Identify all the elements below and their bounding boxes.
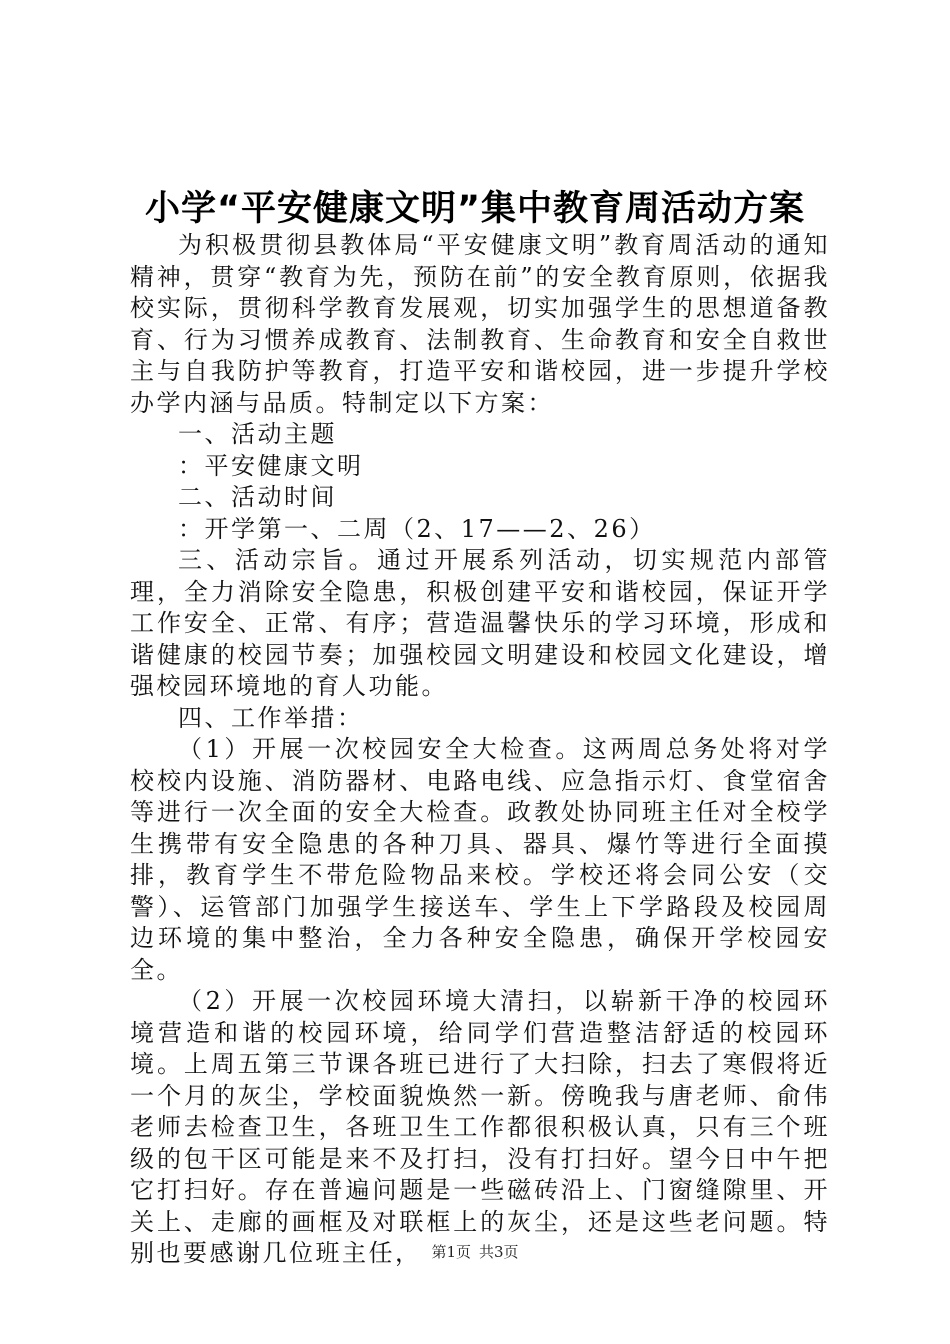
paragraph-activity-time: ：开学第一、二周（2、17——2、26） bbox=[178, 514, 656, 543]
paragraph-measure-1: （1）开展一次校园安全大检查。这两周总务处将对学校校内设施、消防器材、电路电线、应急指示灯、食堂宿舍等进行一次全面的安全大检查。政教处协同班主任对全校学生携带有安全隐患的各种刀具、器具、爆竹等进行全面摸排，教育学生不带危险物品来校。学校还将会同公安（交警）、运管部门加强学生接送车、学生上下学路段及校园周边环境的集中整治，全力各种安全隐患，确保开学校园安全。 bbox=[130, 735, 830, 984]
heading-work-measures: 四、工作举措： bbox=[178, 703, 364, 732]
page-footer bbox=[0, 1242, 950, 1262]
page-number: 第1页 bbox=[431, 1243, 471, 1261]
paragraph-activity-theme: ：平安健康文明 bbox=[178, 451, 364, 480]
paragraph-measure-2: （2）开展一次校园环境大清扫，以崭新干净的校园环境营造和谐的校园环境，给同学们营造整洁舒适的校园环境。上周五第三节课各班已进行了大扫除，扫去了寒假将近一个月的灰尘，学校面貌焕然一新。傍晚我与唐老师、俞伟老师去检查卫生，各班卫生工作都很积极认真，只有三个班级的包干区可能是来不及打扫，没有打扫好。望今日中午把它打扫好。存在普遍问题是一些磁砖沿上、门窗缝隙里、开关上、走廊的画框及对联框上的灰尘，还是这些老问题。特别也要感谢几位班主任， bbox=[130, 987, 830, 1267]
paragraph-activity-purpose: 三、活动宗旨。通过开展系列活动，切实规范内部管理，全力消除安全隐患，积极创建平安和谐校园，保证开学工作安全、正常、有序；营造温馨快乐的学习环境，形成和谐健康的校园节奏；加强校园文明建设和校园文化建设，增强校园环境地的育人功能。 bbox=[130, 546, 830, 700]
page-total: 共3页 bbox=[479, 1243, 519, 1261]
paragraph-intro: 为积极贯彻县教体局“平安健康文明”教育周活动的通知精神，贯穿“教育为先，预防在前”的安全教育原则，依据我校实际，贯彻科学教育发展观，切实加强学生的思想道备教育、行为习惯养成教育、法制教育、生命教育和安全自救世主与自我防护等教育，打造平安和谐校园，进一步提升学校办学内涵与品质。特制定以下方案： bbox=[130, 231, 830, 417]
document-body bbox=[130, 230, 830, 1270]
heading-activity-time: 二、活动时间 bbox=[178, 483, 337, 511]
heading-activity-theme: 一、活动主题 bbox=[178, 420, 337, 448]
document-title: 小学“平安健康文明”集中教育周活动方案 bbox=[144, 189, 805, 229]
